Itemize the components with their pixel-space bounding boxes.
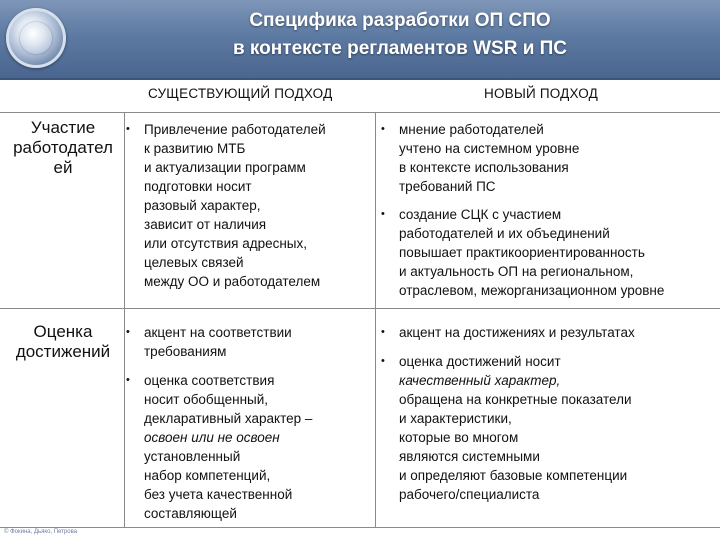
- text-line: акцент на достижениях и результатах: [399, 325, 635, 340]
- text-line: подготовки носит: [144, 179, 252, 194]
- text-line: работодателей и их объединений: [399, 226, 610, 241]
- text-line-italic: освоен или не освоен: [144, 430, 280, 445]
- text-line: или отсутствия адресных,: [144, 236, 308, 251]
- text-line: оценка соответствия: [144, 373, 275, 388]
- text-line: оценка достижений носит: [399, 354, 561, 369]
- text-line: рабочего/специалиста: [399, 487, 540, 502]
- text-line: установленный: [144, 449, 241, 464]
- text-line: набор компетенций,: [144, 468, 271, 483]
- bullet-new-qualitative-assessment: [381, 352, 632, 504]
- bullet-icon: •: [126, 326, 130, 338]
- row-label-line: достижений: [15, 342, 111, 361]
- text-line: которые во многом: [399, 430, 519, 445]
- text-line: отраслевом, межорганизационном уровне: [399, 283, 665, 298]
- text-line: создание СЦК с участием: [399, 207, 562, 222]
- text-line: акцент на соответствии: [144, 325, 292, 340]
- text-line: являются системными: [399, 449, 540, 464]
- text-line: носит обобщенный,: [144, 392, 269, 407]
- text-line: целевых связей: [144, 255, 244, 270]
- text-line: требованиям: [144, 344, 227, 359]
- row-label-line: ей: [53, 158, 73, 177]
- column-divider-middle: [375, 112, 376, 527]
- bullet-existing-compliance-focus: [126, 323, 292, 361]
- text-line-italic: качественный характер,: [399, 373, 561, 388]
- text-line: зависит от наличия: [144, 217, 267, 232]
- bullet-new-achievement-focus: [381, 323, 635, 342]
- text-line: составляющей: [144, 506, 237, 521]
- text-line: повышает практикоориентированность: [399, 245, 645, 260]
- slide-title-line-1: Специфика разработки ОП СПО: [249, 10, 551, 31]
- row-label-line: работодател: [13, 138, 113, 157]
- text-line: между ОО и работодателем: [144, 274, 321, 289]
- text-line: мнение работодателей: [399, 122, 544, 137]
- slide-header: [0, 0, 720, 80]
- column-header-new-approach: НОВЫЙ ПОДХОД: [484, 86, 599, 101]
- text-line: к развитию МТБ: [144, 141, 246, 156]
- bullet-existing-employer-attraction: [126, 120, 326, 291]
- row-label-line: Оценка: [33, 322, 93, 341]
- text-line: и актуализации программ: [144, 160, 306, 175]
- row-divider: [0, 308, 720, 309]
- bullet-icon: •: [381, 123, 385, 135]
- text-line: Привлечение работодателей: [144, 122, 326, 137]
- bullet-icon: •: [126, 123, 130, 135]
- text-line: обращена на конкретные показатели: [399, 392, 632, 407]
- text-line: и актуальность ОП на региональном,: [399, 264, 634, 279]
- bullet-icon: •: [381, 355, 385, 367]
- column-header-existing-approach: СУЩЕСТВУЮЩИЙ ПОДХОД: [148, 86, 333, 101]
- bullet-new-employer-opinion: [381, 120, 580, 196]
- bullet-existing-compliance-assessment: [126, 371, 313, 523]
- bullet-icon: •: [126, 374, 130, 386]
- text-line: и определяют базовые компетенции: [399, 468, 628, 483]
- column-divider-left: [124, 112, 125, 527]
- text-line: и характеристики,: [399, 411, 512, 426]
- bullet-icon: •: [381, 208, 385, 220]
- row-label-achievement-assessment: [2, 322, 124, 362]
- text-line: разовый характер,: [144, 198, 261, 213]
- text-line: требований ПС: [399, 179, 496, 194]
- orb-logo-icon: [6, 8, 66, 68]
- text-line: декларативный характер –: [144, 411, 313, 426]
- text-line: в контексте использования: [399, 160, 569, 175]
- text-line: без учета качественной: [144, 487, 293, 502]
- slide-title-line-2: в контексте регламентов WSR и ПС: [232, 38, 568, 59]
- bullet-icon: •: [381, 326, 385, 338]
- text-line: учтено на системном уровне: [399, 141, 580, 156]
- table-bottom-border: [0, 527, 720, 528]
- copyright-note: © Фокина, Дьяко, Петрова: [4, 529, 78, 535]
- row-label-employer-participation: [2, 118, 124, 178]
- bullet-new-sck-creation: [381, 205, 665, 300]
- row-label-line: Участие: [30, 118, 96, 137]
- table-top-border: [0, 112, 720, 113]
